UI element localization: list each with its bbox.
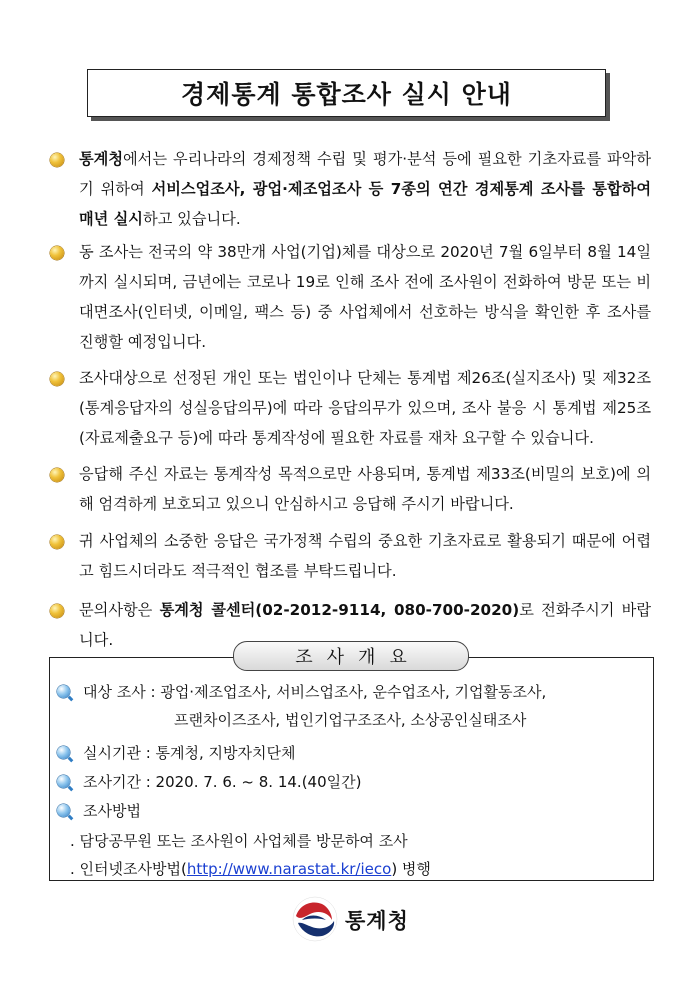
overview-method-2: [70, 857, 431, 881]
overview-method-2-prefix: . 인터넷조사방법(: [70, 860, 187, 878]
paragraph-3: 조사대상으로 선정된 개인 또는 법인이나 단체는 통계법 제26조(실지조사) 및 제32조(통계응답자의 성실응답의무)에 따라 응답의무가 있으며, 조사 불응 시 통계법 제25조(자료제출요구 등)에 따라 통계작성에 필요한 자료를 재차 요구할 수 있습니다.: [79, 369, 651, 447]
overview-method-label: 조사방법: [83, 802, 141, 820]
paragraph-1-emphasis: 서비스업조사, 광업·제조업조사 등 7종의 연간 경제통계 조사를 통합하여 매년 실시: [79, 180, 651, 228]
overview-period: 조사기간 : 2020. 7. 6. ~ 8. 14.(40일간): [83, 773, 362, 791]
bullet-icon: [50, 153, 64, 167]
overview-method-2-suffix: ) 병행: [391, 860, 431, 878]
bullet-icon: [57, 685, 70, 698]
bullet-icon: [50, 535, 64, 549]
page-title: 경제통계 통합조사 실시 안내: [181, 80, 512, 109]
overview-target-line2: 프랜차이즈조사, 법인기업구조조사, 소상공인실태조사: [174, 711, 527, 729]
paragraph-2: 동 조사는 전국의 약 38만개 사업(기업)체를 대상으로 2020년 7월 6일부터 8월 14일까지 실시되며, 금년에는 코로나 19로 인해 조사 전에 조사원이 전화하여 방문 또는 비대면조사(인터넷, 이메일, 팩스 등) 중 사업체에서 선호하는 방식을 확인한 후 조사를 진행할 예정입니다.: [79, 243, 651, 351]
footer-org-name: 통계청: [345, 909, 409, 933]
bullet-icon: [57, 804, 70, 817]
overview-target: [83, 680, 546, 704]
bullet-icon: [50, 372, 64, 386]
overview-target-line1: 광업·제조업조사, 서비스업조사, 운수업조사, 기업활동조사,: [160, 683, 547, 701]
overview-box: [49, 647, 654, 881]
overview-agency: 실시기관 : 통계청, 지방자치단체: [83, 744, 296, 762]
bullet-icon: [50, 246, 64, 260]
survey-website-link[interactable]: http://www.narastat.kr/ieco: [186, 860, 392, 878]
paragraph-6-text-b: 로 전화주시기 바랍니다.: [79, 601, 651, 649]
paragraph-1-text-b: 하고 있습니다.: [142, 210, 241, 228]
agency-name: 통계청: [79, 150, 124, 168]
paragraph-1: [79, 144, 651, 234]
bullet-icon: [57, 775, 70, 788]
statistics-korea-logo-icon: [292, 896, 338, 942]
paragraph-4: 응답해 주신 자료는 통계작성 목적으로만 사용되며, 통계법 제33조(비밀의 보호)에 의해 엄격하게 보호되고 있으니 안심하시고 응답해 주시기 바랍니다.: [79, 465, 651, 513]
overview-method-1: . 담당공무원 또는 조사원이 사업체를 방문하여 조사: [70, 832, 408, 850]
paragraph-5: 귀 사업체의 소중한 응답은 국가정책 수립의 중요한 기초자료로 활용되기 때문에 어렵고 힘드시더라도 적극적인 협조를 부탁드립니다.: [79, 532, 651, 580]
title-box: [87, 69, 606, 117]
bullet-icon: [50, 468, 64, 482]
bullet-icon: [57, 746, 70, 759]
paragraph-1-text-a: 에서는 우리나라의 경제정책 수립 및 평가·분석 등에 필요한 기초자료를 파악하기 위하여: [79, 150, 651, 198]
bullet-icon: [50, 604, 64, 618]
paragraph-6-text-a: 문의사항은: [79, 601, 160, 619]
overview-title: 조사개요: [233, 641, 469, 671]
call-center-info: 통계청 콜센터(02-2012-9114, 080-700-2020): [159, 601, 520, 619]
overview-target-label: 대상 조사 :: [83, 683, 161, 701]
